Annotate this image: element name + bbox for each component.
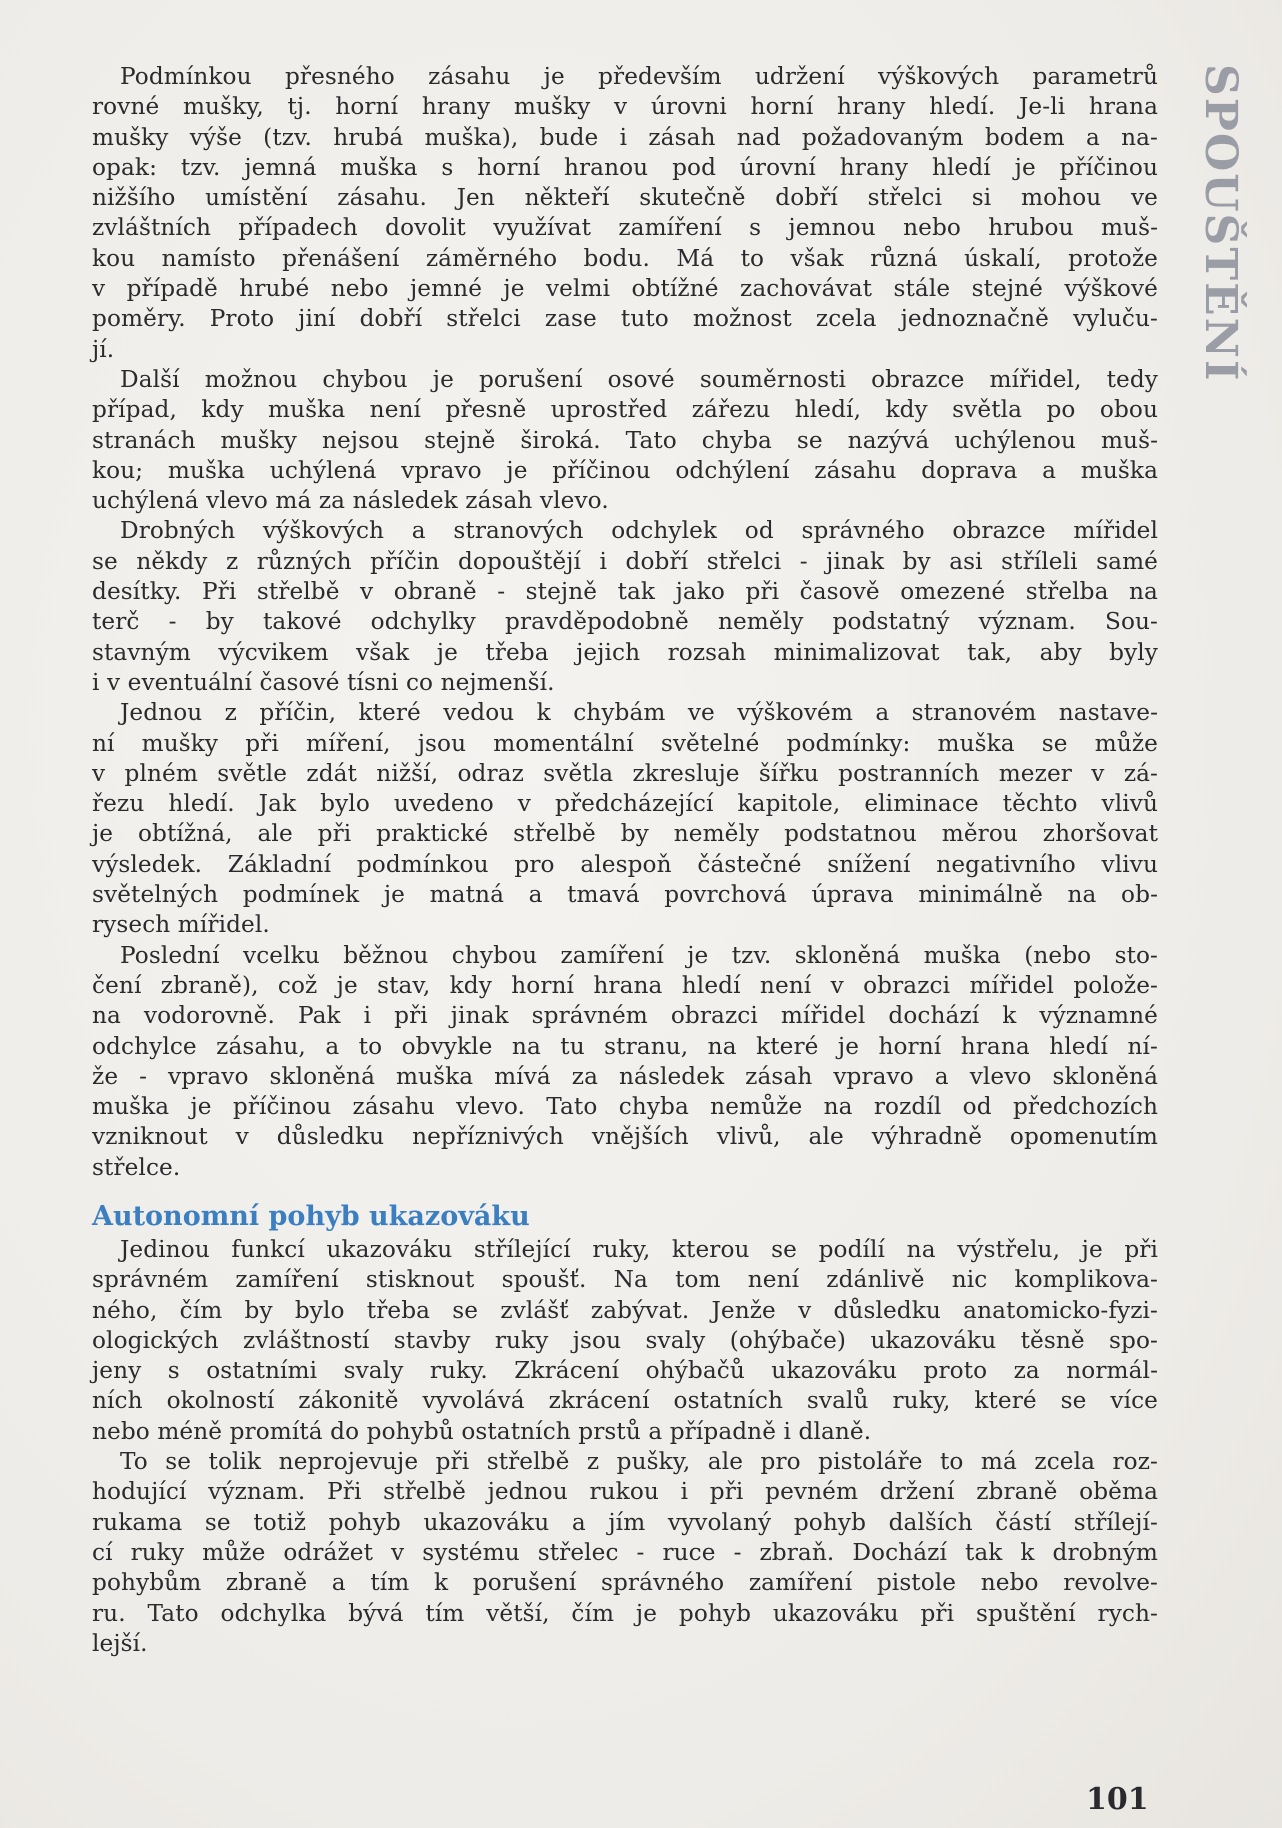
body-text-after-heading: [92, 1235, 1158, 1659]
text-line: výsledek. Základní podmínkou pro alespoň částečné snížení negativního vlivu: [92, 850, 1158, 878]
paragraph: [92, 516, 1158, 698]
text-line: pohybům zbraně a tím k porušení správného zamíření pistole nebo revolve-: [92, 1569, 1158, 1597]
chapter-side-tab: [1192, 64, 1252, 384]
text-line: stranách mušky nejsou stejně široká. Tato chyba se nazývá uchýlenou muš-: [92, 426, 1158, 454]
text-line: jeny s ostatními svaly ruky. Zkrácení ohýbačů ukazováku proto za normál-: [92, 1357, 1158, 1385]
text-line: jí.: [92, 335, 115, 363]
text-line: řezu hledí. Jak bylo uvedeno v předcházející kapitole, eliminace těchto vlivů: [92, 790, 1158, 818]
text-column: [92, 62, 1158, 1659]
text-line: Podmínkou přesného zásahu je především udržení výškových parametrů: [120, 63, 1158, 90]
section-heading: Autonomní pohyb ukazováku: [92, 1200, 530, 1232]
text-line: ologických zvláštností stavby ruky jsou svaly (ohýbače) ukazováku těsně spo-: [92, 1326, 1158, 1354]
text-line: stavným výcvikem však je třeba jejich rozsah minimalizovat tak, aby byly: [92, 638, 1158, 666]
text-line: nebo méně promítá do pohybů ostatních prstů a případně i dlaně.: [92, 1417, 872, 1445]
text-line: zvláštních případech dovolit využívat zamíření s jemnou nebo hrubou muš-: [92, 214, 1158, 242]
text-line: poměry. Proto jiní dobří střelci zase tuto možnost zcela jednoznačně vyluču-: [92, 305, 1158, 333]
paragraph: [92, 1235, 1158, 1447]
text-line: že - vpravo skloněná muška mívá za následek zásah vpravo a vlevo skloněná: [92, 1062, 1158, 1090]
text-line: muška je příčinou zásahu vlevo. Tato chyba nemůže na rozdíl od předchozích: [92, 1093, 1158, 1121]
text-line: hodující význam. Při střelbě jednou rukou i při pevném držení zbraně oběma: [92, 1478, 1158, 1506]
text-line: ru. Tato odchylka bývá tím větší, čím je pohyb ukazováku při spuštění rych-: [92, 1599, 1158, 1627]
text-line: Poslední vcelku běžnou chybou zamíření je tzv. skloněná muška (nebo sto-: [120, 941, 1158, 969]
text-line: To se tolik neprojevuje při střelbě z pušky, ale pro pistoláře to má zcela roz-: [120, 1448, 1158, 1476]
text-line: čení zbraně), což je stav, kdy horní hrana hledí není v obrazci mířidel polože-: [92, 971, 1158, 999]
chapter-side-tab-label: SPOUŠTĚNÍ: [1195, 64, 1246, 383]
text-line: světelných podmínek je matná a tmavá povrchová úprava minimálně na ob-: [92, 881, 1158, 909]
text-line: případ, kdy muška není přesně uprostřed zářezu hledí, kdy světla po obou: [92, 396, 1158, 424]
text-line: kou; muška uchýlená vpravo je příčinou odchýlení zásahu doprava a muška: [92, 456, 1158, 484]
text-line: je obtížná, ale při praktické střelbě by neměly podstatnou měrou zhoršovat: [92, 820, 1158, 848]
text-line: na vodorovně. Pak i při jinak správném obrazci mířidel dochází k významné: [92, 1002, 1158, 1030]
text-line: terč - by takové odchylky pravděpodobně neměly podstatný význam. Sou-: [92, 608, 1158, 636]
text-line: rovné mušky, tj. horní hrany mušky v úrovni horní hrany hledí. Je-li hrana: [92, 93, 1158, 121]
text-line: lejší.: [92, 1629, 148, 1657]
text-line: kou namísto přenášení záměrného bodu. Má to však různá úskalí, protože: [92, 244, 1158, 272]
text-line: ného, čím by bylo třeba se zvlášť zabývat. Jenže v důsledku anatomicko-fyzi-: [92, 1296, 1158, 1324]
text-line: se někdy z různých příčin dopouštějí i dobří střelci - jinak by asi stříleli samé: [92, 547, 1158, 575]
text-line: v plném světle zdát nižší, odraz světla zkresluje šířku postranních mezer v zá-: [92, 759, 1158, 787]
text-line: nižšího umístění zásahu. Jen někteří skutečně dobří střelci si mohou ve: [92, 184, 1158, 212]
text-line: opak: tzv. jemná muška s horní hranou pod úrovní hrany hledí je příčinou: [92, 153, 1158, 181]
text-line: rukama se totiž pohyb ukazováku a jím vyvolaný pohyb dalších částí střílejí-: [92, 1508, 1158, 1536]
text-line: ních okolností zákonitě vyvolává zkrácení ostatních svalů ruky, které se více: [92, 1387, 1158, 1415]
text-line: Jednou z příčin, které vedou k chybám ve výškovém a stranovém nastave-: [120, 699, 1158, 727]
text-line: Jedinou funkcí ukazováku střílející ruky, kterou se podílí na výstřelu, je při: [120, 1235, 1158, 1263]
text-line: uchýlená vlevo má za následek zásah vlevo.: [92, 487, 609, 515]
text-line: ní mušky při míření, jsou momentální světelné podmínky: muška se může: [92, 729, 1158, 757]
paragraph: [92, 365, 1158, 516]
text-line: rysech mířidel.: [92, 911, 270, 939]
body-text-before-heading: [92, 62, 1158, 1183]
text-line: i v eventuální časové tísni co nejmenší.: [92, 668, 555, 696]
paragraph: [92, 1447, 1158, 1659]
text-line: střelce.: [92, 1153, 181, 1181]
text-line: desítky. Při střelbě v obraně - stejně tak jako při časově omezené střelba na: [92, 578, 1158, 606]
text-line: odchylce zásahu, a to obvykle na tu stranu, na které je horní hrana hledí ní-: [92, 1032, 1158, 1060]
text-line: Drobných výškových a stranových odchylek od správného obrazce mířidel: [120, 517, 1158, 545]
text-line: mušky výše (tzv. hrubá muška), bude i zásah nad požadovaným bodem a na-: [92, 123, 1158, 151]
paragraph: [92, 941, 1158, 1183]
page-number: 101: [1086, 1782, 1149, 1817]
text-line: vzniknout v důsledku nepříznivých vnějších vlivů, ale výhradně opomenutím: [92, 1123, 1158, 1151]
text-line: správném zamíření stisknout spoušť. Na tom není zdánlivě nic komplikova-: [92, 1266, 1158, 1294]
paragraph: [92, 62, 1158, 365]
paragraph: [92, 698, 1158, 940]
text-line: Další možnou chybou je porušení osové souměrnosti obrazce mířidel, tedy: [120, 365, 1158, 393]
text-line: cí ruky může odrážet v systému střelec - ruce - zbraň. Dochází tak k drobným: [92, 1538, 1158, 1566]
text-line: v případě hrubé nebo jemné je velmi obtížné zachovávat stále stejné výškové: [92, 275, 1158, 303]
